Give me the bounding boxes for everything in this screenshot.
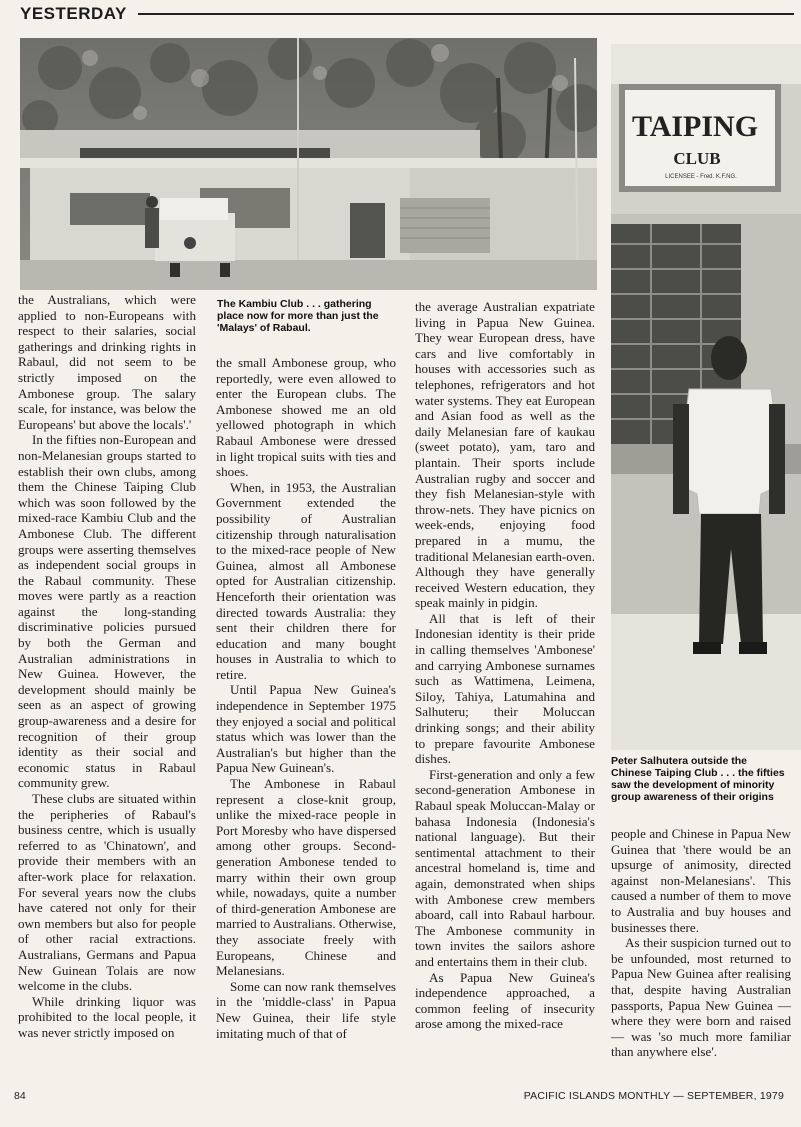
paragraph: Some can now rank themselves in the 'middle-class' in Papua New Guinea, their life style imitating much of that of xyxy=(216,978,396,1041)
paragraph: The Ambonese in Rabaul represent a close-knit group, unlike the mixed-race people in Port Moresby who have dispersed among other groups. Second-generation Ambonese tended to marry within their own group while, nowadays, quite a number of third-generation Ambonese are married to Australians. Otherwise, they associate freely with Europeans, Chinese and Melanesians. xyxy=(216,776,396,979)
taiping-club-caption: Peter Salhutera outside the Chinese Taiping Club . . . the fifties saw the development of minority group awareness of their origins xyxy=(611,755,785,803)
paragraph: people and Chinese in Papua New Guinea that 'there would be an upsurge of animosity, directed against non-Melanesians'. This caused a number of them to move to Australia and buy houses and businesses there. xyxy=(611,826,791,935)
paragraph: These clubs are situated within the peripheries of Rabaul's business centre, which is usually referred to as 'Chinatown', and provide their members with an after-work place for relaxation. For several years now the clubs have catered not only for their own members but also for people of other racial extractions. Australians, Germans and Papua New Guinean Tolais are now welcome in the clubs. xyxy=(18,791,196,994)
paragraph: When, in 1953, the Australian Government extended the possibility of Australian citizenship through naturalisation to the mixed-race people of New Guinea, almost all Ambonese opted for Australian citizenship. Henceforth their orientation was directed towards Australia: they sent their children there for education and many bought houses in Australia to which to retire. xyxy=(216,479,396,682)
kambiu-club-caption: The Kambiu Club . . . gathering place now for more than just the 'Malays' of Rabaul. xyxy=(217,298,379,334)
page-header xyxy=(0,0,801,28)
sign-licensee: LICENSEE - Fred. K.F.NG. xyxy=(665,174,737,180)
paragraph: the average Australian expatriate living in Papua New Guinea. They wear European dress, have cars and live comfortably in houses with accessories such as telephones, refrigerators and hot water systems. They eat European and Asian food as well as the daily Melanesian fare of kaukau (sweet potato), yam, taro and plantain. Their sports include Australian rugby and soccer and they fish Melanesian-style with throw-nets. They have picnics on week-ends, enjoying food prepared in a mumu, the traditional Melanesian earth-oven. Although they have generally received Western education, they speak mainly in pidgin. xyxy=(415,299,595,611)
kambiu-club-photo xyxy=(20,38,597,290)
paragraph: Until Papua New Guinea's independence in September 1975 they enjoyed a social and political status which was lower than the Australian's but higher than the Papua New Guinean's. xyxy=(216,682,396,776)
paragraph: While drinking liquor was prohibited to the local people, it was never strictly imposed on xyxy=(18,993,196,1040)
page-footer xyxy=(0,1088,801,1108)
sign-subtitle: CLUB xyxy=(673,149,721,168)
paragraph: the small Ambonese group, who reportedly, were even allowed to enter the European clubs. The Ambonese showed me an old yellowed photograph in which Rabaul Ambonese were dressed in light tropical suits with ties and shoes. xyxy=(216,355,396,480)
header-rule xyxy=(138,13,794,15)
taiping-club-photo xyxy=(611,44,801,750)
article-column-1 xyxy=(18,292,196,1041)
paragraph: All that is left of their Indonesian identity is their pride in calling themselves 'Ambonese' and carrying Ambonese surnames such as Wattimena, Leimena, Siloy, Tahiya, Latumahina and Salhuteru; their Moluccan drinking songs; and their ability to prepare favourite Ambonese dishes. xyxy=(415,610,595,767)
section-title: YESTERDAY xyxy=(20,4,127,23)
article-column-4 xyxy=(611,826,791,1060)
page-number: 84 xyxy=(14,1090,26,1102)
publication-line: PACIFIC ISLANDS MONTHLY — SEPTEMBER, 1979 xyxy=(523,1090,784,1102)
paragraph: In the fifties non-European and non-Melanesian groups started to establish their own clubs, among them the Chinese Taiping Club which was soon followed by the mixed-race Kambiu Club and the Ambonese Club. The different groups were asserting themselves as independent social groups in the Rabaul community. These moves were partly as a reaction against the long-standing discriminative policies pursued by both the German and Australian administrations in New Guinea. However, the development should mainly be seen as an aspect of growing group-awareness and a desire for recognition of their group identity as their social and economic status in Rabaul community grew. xyxy=(18,432,196,791)
article-column-2 xyxy=(216,355,396,1041)
paragraph: As their suspicion turned out to be unfounded, most returned to Papua New Guinea after realising that, despite having Australian passports, Papua New Guinea — where they were born and raised — was 'so much more familiar than anywhere else'. xyxy=(611,935,791,1060)
article-column-3 xyxy=(415,299,595,1032)
paragraph: First-generation and only a few second-generation Ambonese in Rabaul speak Moluccan-Malay or bahasa Indonesia (Indonesia's national language). But their sentimental attachment to their ancestral homeland is, time and again, demonstrated when ships with Ambonese crew members aboard, call into Rabaul harbour. The Ambonese community in town invites the sailors ashore and entertains them in their club. xyxy=(415,766,595,969)
paragraph: As Papua New Guinea's independence approached, a common feeling of insecurity arose among the mixed-race xyxy=(415,969,595,1032)
sign-title: TAIPING xyxy=(631,110,759,143)
paragraph: the Australians, which were applied to non-Europeans with respect to their salaries, social gatherings and drinking rights in Rabaul, did not seem to be strictly imposed on the Ambonese group. The salary scale, for instance, was below the Europeans' but above the locals'.' xyxy=(18,292,196,432)
